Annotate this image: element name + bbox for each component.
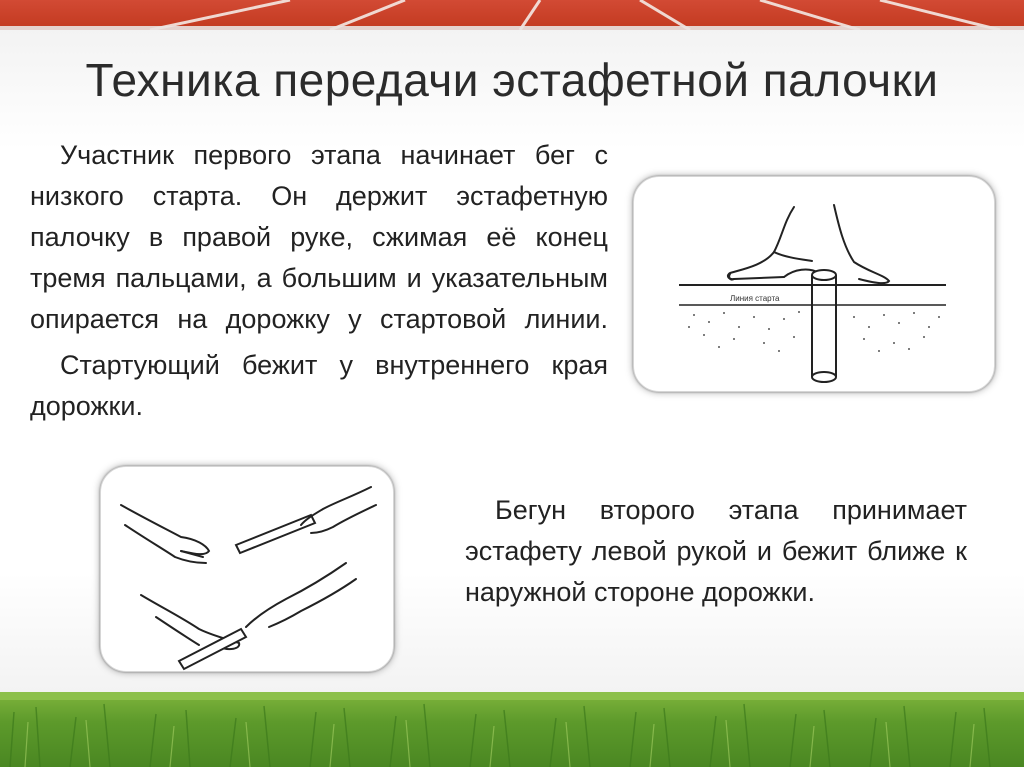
start-line-label: Линия старта bbox=[730, 294, 780, 303]
text-block-second-stage bbox=[465, 490, 967, 618]
start-grip-illustration bbox=[633, 176, 995, 392]
receiving-hand-top bbox=[121, 505, 209, 563]
baton-top bbox=[236, 515, 315, 553]
running-track-band bbox=[0, 0, 1024, 30]
passing-hand-bottom bbox=[246, 563, 356, 627]
track-lane-lines bbox=[0, 0, 1024, 30]
hand-drawing bbox=[728, 205, 889, 283]
baton-drawing bbox=[812, 270, 836, 382]
paragraph-first-stage: Участник первого этапа начинает бег с низкого старта. Он держит эстафетную палочку в правой руке, сжимая её конец тремя пальцами, а большим и указательным опирается на дорожку у стартовой линии. bbox=[30, 140, 608, 334]
text-block-first-stage bbox=[30, 135, 608, 432]
paragraph-second-stage: Бегун второго этапа принимает эстафету левой рукой и бежит ближе к наружной стороне дорожки. bbox=[465, 495, 967, 607]
grass-texture bbox=[0, 692, 1024, 767]
baton-handoff-illustration bbox=[100, 466, 394, 672]
paragraph-starting-runner: Стартующий бежит у внутреннего края дорожки. bbox=[30, 350, 608, 421]
passing-hand-top bbox=[301, 487, 376, 533]
grass-field-band bbox=[0, 692, 1024, 767]
slide-title: Техника передачи эстафетной палочки bbox=[85, 54, 939, 106]
